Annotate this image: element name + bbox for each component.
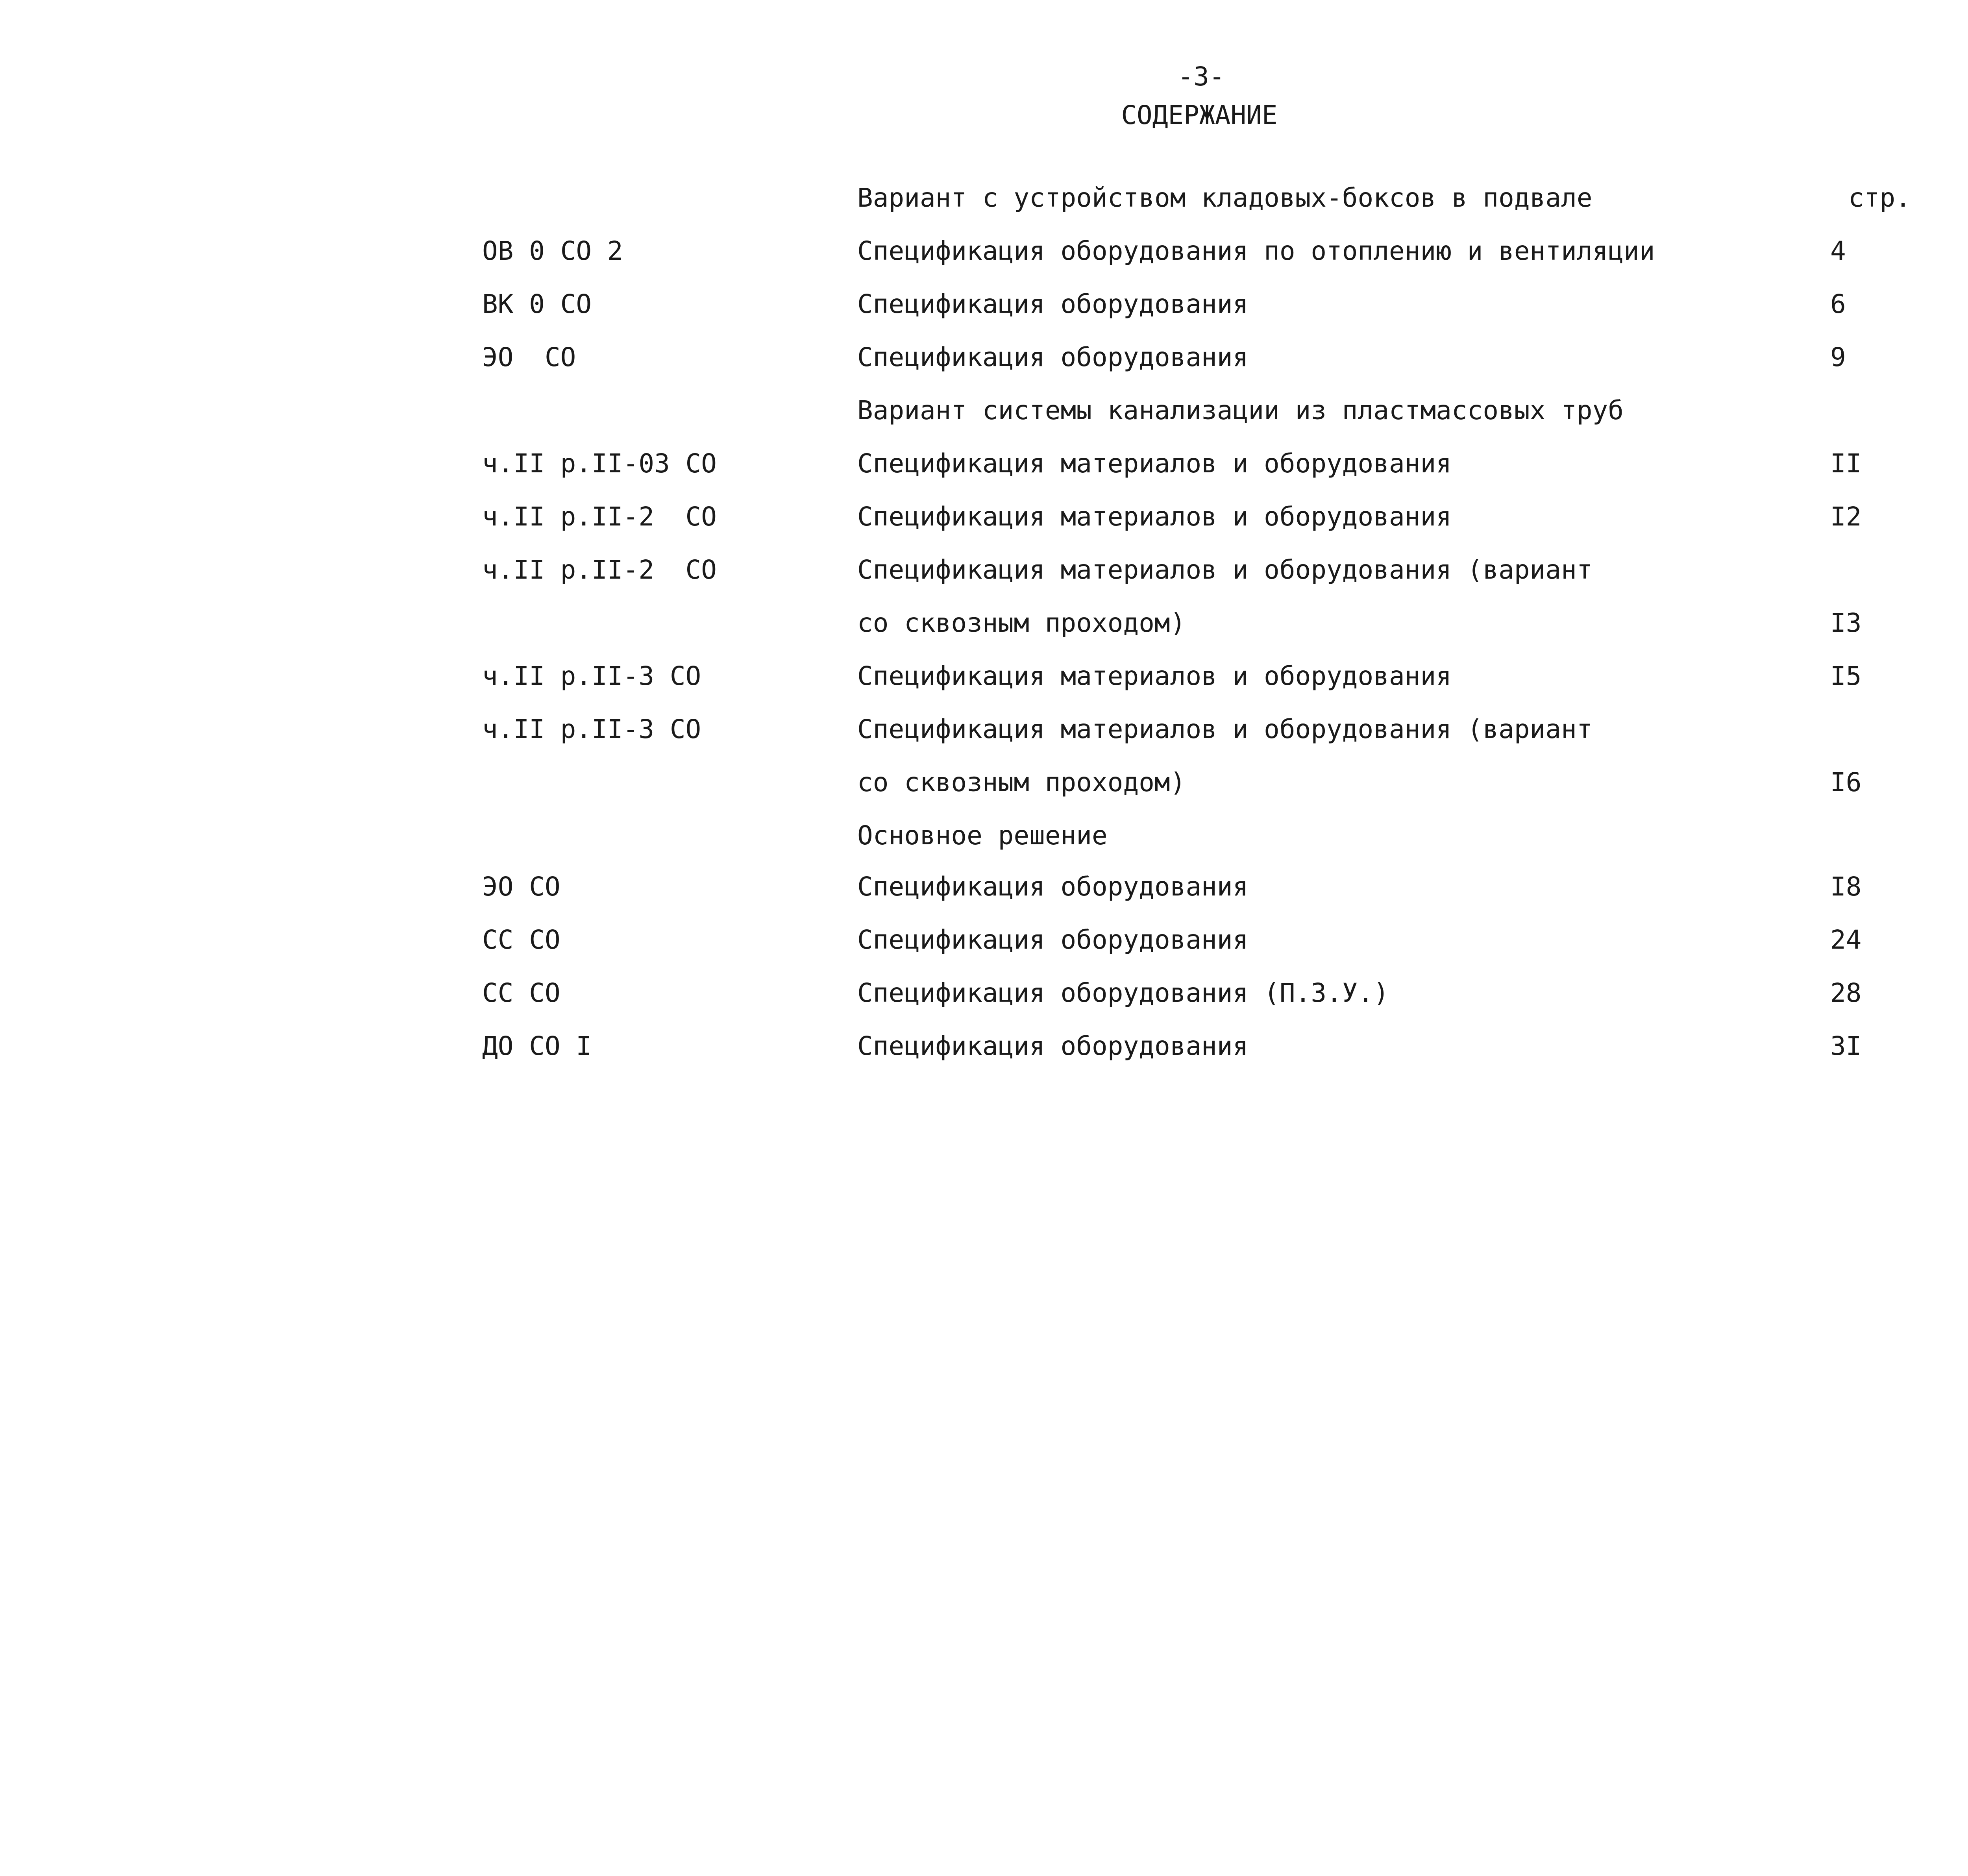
toc-row-code: ч.II р.II-03 СО xyxy=(482,448,717,479)
toc-row-description: со сквозным проходом) xyxy=(857,767,1186,797)
toc-row-page: 4 xyxy=(1830,236,1846,266)
toc-row xyxy=(0,710,1968,749)
toc-row-description: Спецификация материалов и оборудования (вариант xyxy=(857,714,1593,744)
toc-row-description: Спецификация материалов и оборудования xyxy=(857,448,1452,479)
toc-row xyxy=(0,816,1968,855)
toc-row xyxy=(0,920,1968,960)
toc-row-code: ЭО СО xyxy=(482,342,576,372)
toc-row-code: ч.II р.II-3 СО xyxy=(482,661,701,691)
page-title: СОДЕРЖАНИЕ xyxy=(1121,100,1278,130)
toc-row xyxy=(0,973,1968,1013)
toc-row-description: Спецификация материалов и оборудования xyxy=(857,501,1452,532)
toc-row-page: I5 xyxy=(1830,661,1862,691)
toc-row-code: ДО СО I xyxy=(482,1031,592,1061)
toc-row xyxy=(0,285,1968,324)
toc-row-code: ОВ 0 СО 2 xyxy=(482,236,623,266)
toc-row-code: ч.II р.II-3 СО xyxy=(482,714,701,744)
toc-row-description: Спецификация материалов и оборудования xyxy=(857,661,1452,691)
toc-row-code: ч.II р.II-2 СО xyxy=(482,501,717,532)
toc-row xyxy=(0,550,1968,590)
toc-row-page: 24 xyxy=(1830,925,1862,955)
toc-row xyxy=(0,603,1968,643)
toc-row-page: 6 xyxy=(1830,289,1846,319)
toc-row xyxy=(0,867,1968,907)
toc-row-page: 9 xyxy=(1830,342,1846,372)
toc-row xyxy=(0,391,1968,430)
toc-row-page: 28 xyxy=(1830,978,1862,1008)
toc-row-description: Вариант системы канализации из пластмассовых труб xyxy=(857,395,1624,426)
toc-row xyxy=(0,657,1968,696)
toc-row-code: ч.II р.II-2 СО xyxy=(482,555,717,585)
toc-row-code: СС СО xyxy=(482,925,560,955)
toc-row-page: 3I xyxy=(1830,1031,1862,1061)
toc-row xyxy=(0,497,1968,537)
toc-row xyxy=(0,1027,1968,1066)
toc-row-page: I6 xyxy=(1830,767,1862,797)
toc-row xyxy=(0,338,1968,377)
toc-row-code: СС СО xyxy=(482,978,560,1008)
toc-row-description: Основное решение xyxy=(857,820,1108,851)
toc-row-description: Спецификация оборудования xyxy=(857,342,1248,372)
toc-row xyxy=(0,444,1968,483)
toc-row-description: Спецификация оборудования по отоплению и вентиляции xyxy=(857,236,1655,266)
toc-row-description: со сквозным проходом) xyxy=(857,608,1186,638)
toc-row-description: Спецификация оборудования xyxy=(857,871,1248,902)
toc-row-page: II xyxy=(1830,448,1862,479)
toc-row-description: Спецификация оборудования (П.З.У.) xyxy=(857,978,1389,1008)
toc-row-description: Спецификация оборудования xyxy=(857,1031,1248,1061)
toc-row-code: ВК 0 СО xyxy=(482,289,592,319)
toc-row-description: Спецификация оборудования xyxy=(857,289,1248,319)
toc-row xyxy=(0,763,1968,802)
page-column-label: стр. xyxy=(1848,183,1911,213)
toc-row xyxy=(0,178,1968,218)
toc-row-description: Вариант с устройством кладовых-боксов в подвале xyxy=(857,183,1593,213)
toc-row-code: ЭО СО xyxy=(482,871,560,902)
toc-row-page: I8 xyxy=(1830,871,1862,902)
toc-row-page: I3 xyxy=(1830,608,1862,638)
page-number: -3- xyxy=(1178,61,1225,92)
toc-row-description: Спецификация материалов и оборудования (вариант xyxy=(857,555,1593,585)
toc-row xyxy=(0,231,1968,271)
toc-row-description: Спецификация оборудования xyxy=(857,925,1248,955)
toc-row-page: I2 xyxy=(1830,501,1862,532)
